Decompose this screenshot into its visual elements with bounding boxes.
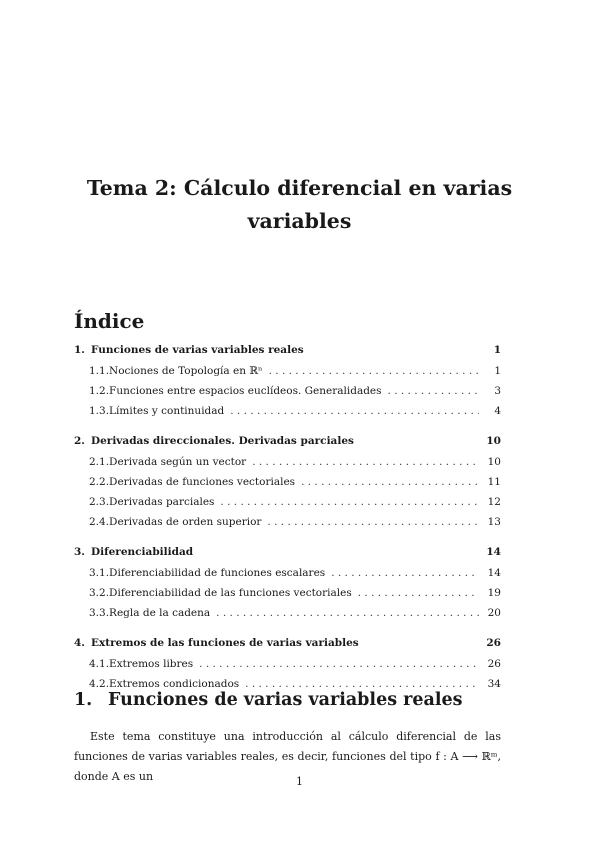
toc-subentry[interactable]: [74, 405, 501, 425]
toc-subentry-title: Derivadas de orden superior: [109, 516, 262, 528]
toc-subentry-page: 11: [487, 476, 501, 488]
toc-subentry[interactable]: [74, 587, 501, 607]
toc-subentry-title: Extremos libres: [109, 658, 194, 670]
toc-subentry[interactable]: [74, 476, 501, 496]
section-title: Funciones de varias variables reales: [108, 690, 463, 710]
toc-leader-dots: [252, 456, 479, 468]
toc-subentry-page: 13: [487, 516, 501, 528]
toc-subentry-number: 4.1.: [89, 658, 110, 670]
toc-entry-title: Derivadas direccionales. Derivadas parciales: [91, 435, 354, 447]
toc-subentry-number: 3.2.: [89, 587, 110, 599]
toc-subentry-page: 1: [494, 365, 501, 377]
toc-entry[interactable]: [74, 435, 501, 456]
intro-paragraph: Este tema constituye una introducción al cálculo diferencial de las funciones de varias variables reales, es decir, funciones del tipo f : A ⟶ ℝᵐ, donde A es un: [74, 730, 501, 783]
toc-entry-number: 3.: [74, 546, 85, 558]
toc-subentry[interactable]: [74, 567, 501, 587]
toc-leader-dots: [331, 567, 479, 579]
toc-entry-number: 4.: [74, 637, 85, 649]
toc-subentry-page: 34: [487, 678, 501, 690]
toc-entry-title: Extremos de las funciones de varias variables: [91, 637, 359, 649]
toc-subentry-title: Derivadas parciales: [109, 496, 215, 508]
toc-section: [74, 637, 501, 698]
toc-subentry-page: 10: [487, 456, 501, 468]
toc-entry-page: 14: [486, 546, 501, 558]
section-heading: [74, 690, 462, 710]
toc-subentry-page: 12: [487, 496, 501, 508]
toc-subentry-title: Regla de la cadena: [109, 607, 211, 619]
toc-entry-page: 1: [493, 344, 501, 356]
section-number: 1.: [74, 690, 93, 710]
toc-subentry-number: 2.4.: [89, 516, 110, 528]
toc-leader-dots: [358, 587, 479, 599]
toc-subentry-number: 1.3.: [89, 405, 110, 417]
toc-subentry-title: Funciones entre espacios euclídeos. Generalidades: [109, 385, 382, 397]
toc-subentry-title: Diferenciabilidad de funciones escalares: [109, 567, 326, 579]
toc-subentry[interactable]: [74, 496, 501, 516]
toc-leader-dots: [267, 516, 479, 528]
toc-leader-dots: [269, 365, 479, 377]
toc-subentry[interactable]: [74, 516, 501, 536]
toc-subentry[interactable]: [74, 365, 501, 385]
table-of-contents: [74, 344, 501, 708]
toc-subentry-number: 4.2.: [89, 678, 110, 690]
toc-entry[interactable]: [74, 637, 501, 658]
toc-section: [74, 344, 501, 425]
toc-entry-title: Diferenciabilidad: [91, 546, 194, 558]
toc-entry-page: 10: [486, 435, 501, 447]
toc-subentry-number: 2.2.: [89, 476, 110, 488]
toc-leader-dots: [199, 658, 479, 670]
toc-subentry-title: Nociones de Topología en ℝⁿ: [109, 365, 263, 377]
toc-section: [74, 546, 501, 627]
toc-subentry-number: 3.1.: [89, 567, 110, 579]
toc-subentry-number: 1.1.: [89, 365, 110, 377]
toc-heading: Índice: [74, 309, 145, 333]
toc-entry-number: 1.: [74, 344, 85, 356]
toc-subentry-page: 4: [494, 405, 501, 417]
toc-subentry-title: Extremos condicionados: [109, 678, 240, 690]
toc-subentry[interactable]: [74, 385, 501, 405]
toc-subentry-page: 19: [487, 587, 501, 599]
toc-subentry-page: 26: [487, 658, 501, 670]
toc-subentry-title: Límites y continuidad: [109, 405, 225, 417]
toc-subentry[interactable]: [74, 456, 501, 476]
toc-subentry-number: 2.1.: [89, 456, 110, 468]
toc-section: [74, 435, 501, 536]
toc-subentry-title: Derivadas de funciones vectoriales: [109, 476, 296, 488]
toc-leader-dots: [388, 385, 479, 397]
toc-leader-dots: [301, 476, 479, 488]
toc-subentry[interactable]: [74, 658, 501, 678]
toc-subentry-page: 3: [494, 385, 501, 397]
toc-subentry-page: 14: [487, 567, 501, 579]
toc-leader-dots: [245, 678, 479, 690]
toc-entry-page: 26: [486, 637, 501, 649]
toc-entry-title: Funciones de varias variables reales: [91, 344, 304, 356]
toc-subentry-number: 2.3.: [89, 496, 110, 508]
toc-subentry[interactable]: [74, 607, 501, 627]
toc-leader-dots: [216, 607, 479, 619]
toc-entry[interactable]: [74, 546, 501, 567]
toc-subentry-title: Diferenciabilidad de las funciones vectoriales: [109, 587, 352, 599]
toc-leader-dots: [230, 405, 479, 417]
toc-entry[interactable]: [74, 344, 501, 365]
toc-subentry-number: 3.3.: [89, 607, 110, 619]
toc-leader-dots: [220, 496, 479, 508]
toc-subentry-page: 20: [487, 607, 501, 619]
document-title: Tema 2: Cálculo diferencial en varias variables: [86, 176, 513, 233]
page-number: 1: [296, 775, 303, 788]
toc-subentry-title: Derivada según un vector: [109, 456, 247, 468]
toc-subentry-number: 1.2.: [89, 385, 110, 397]
toc-entry-number: 2.: [74, 435, 85, 447]
